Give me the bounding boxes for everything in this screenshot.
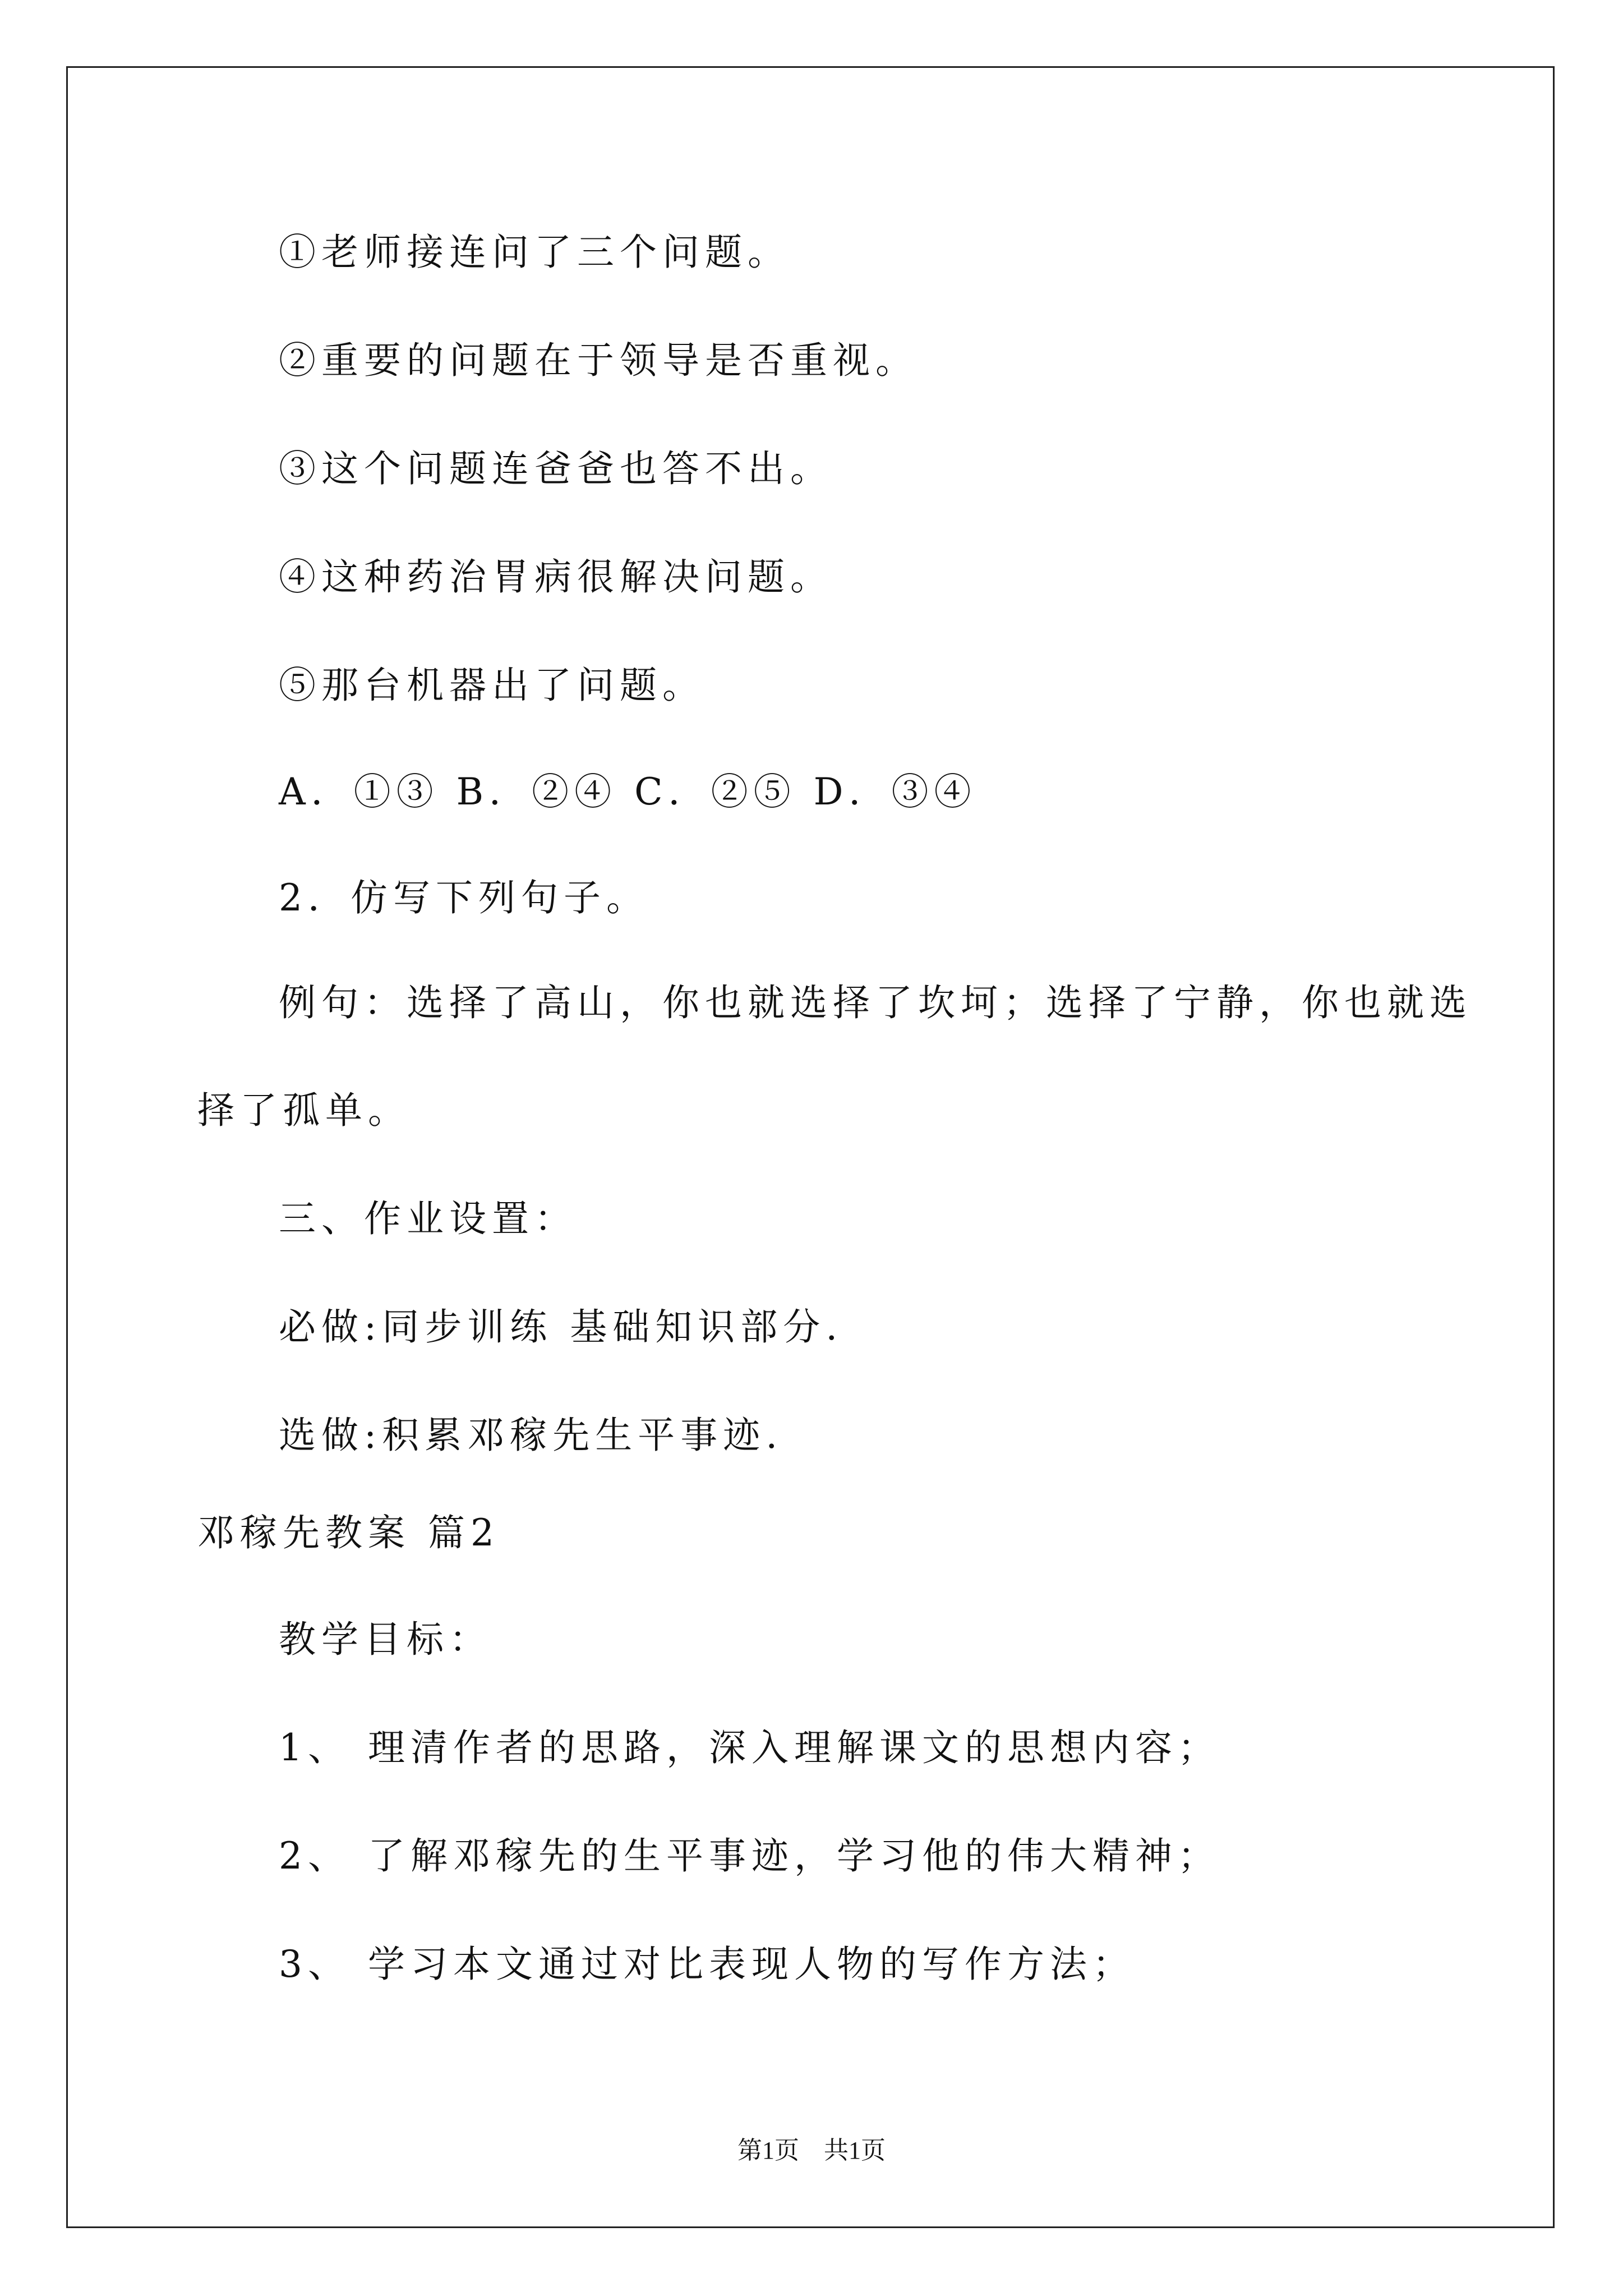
page-number: 第1页 bbox=[737, 2137, 799, 2164]
option-line-1: ①老师接连问了三个问题。 bbox=[279, 231, 790, 274]
objective-1: 1、 理清作者的思路，深入理解课文的思想内容； bbox=[279, 1726, 1220, 1769]
homework-required: 必做:同步训练 基础知识部分. bbox=[279, 1305, 843, 1349]
page-border bbox=[66, 66, 1555, 2228]
objectives-heading: 教学目标： bbox=[279, 1618, 492, 1661]
answer-choices: A．①③ B．②④ C．②⑤ D．③④ bbox=[279, 770, 977, 813]
homework-heading: 三、作业设置： bbox=[279, 1197, 577, 1240]
example-sentence: 例句：选择了高山，你也就选择了坎坷；选择了宁静，你也就选 bbox=[279, 981, 1472, 1024]
homework-optional: 选做:积累邓稼先生平事迹. bbox=[279, 1414, 783, 1457]
option-line-4: ④这种药治胃病很解决问题。 bbox=[279, 555, 833, 599]
objective-2: 2、 了解邓稼先的生平事迹，学习他的伟大精神； bbox=[279, 1834, 1220, 1878]
option-line-3: ③这个问题连爸爸也答不出。 bbox=[279, 447, 833, 490]
objective-3: 3、 学习本文通过对比表现人物的写作方法； bbox=[279, 1943, 1135, 1986]
option-line-5: ⑤那台机器出了问题。 bbox=[279, 664, 705, 707]
option-line-2: ②重要的问题在于领导是否重视。 bbox=[279, 339, 918, 382]
example-sentence-cont: 择了孤单。 bbox=[197, 1089, 411, 1132]
question-2: 2．仿写下列句子。 bbox=[279, 876, 649, 919]
page-footer bbox=[0, 2138, 1623, 2163]
section-title: 邓稼先教案 篇2 bbox=[197, 1511, 500, 1554]
page-total: 共1页 bbox=[824, 2137, 886, 2164]
